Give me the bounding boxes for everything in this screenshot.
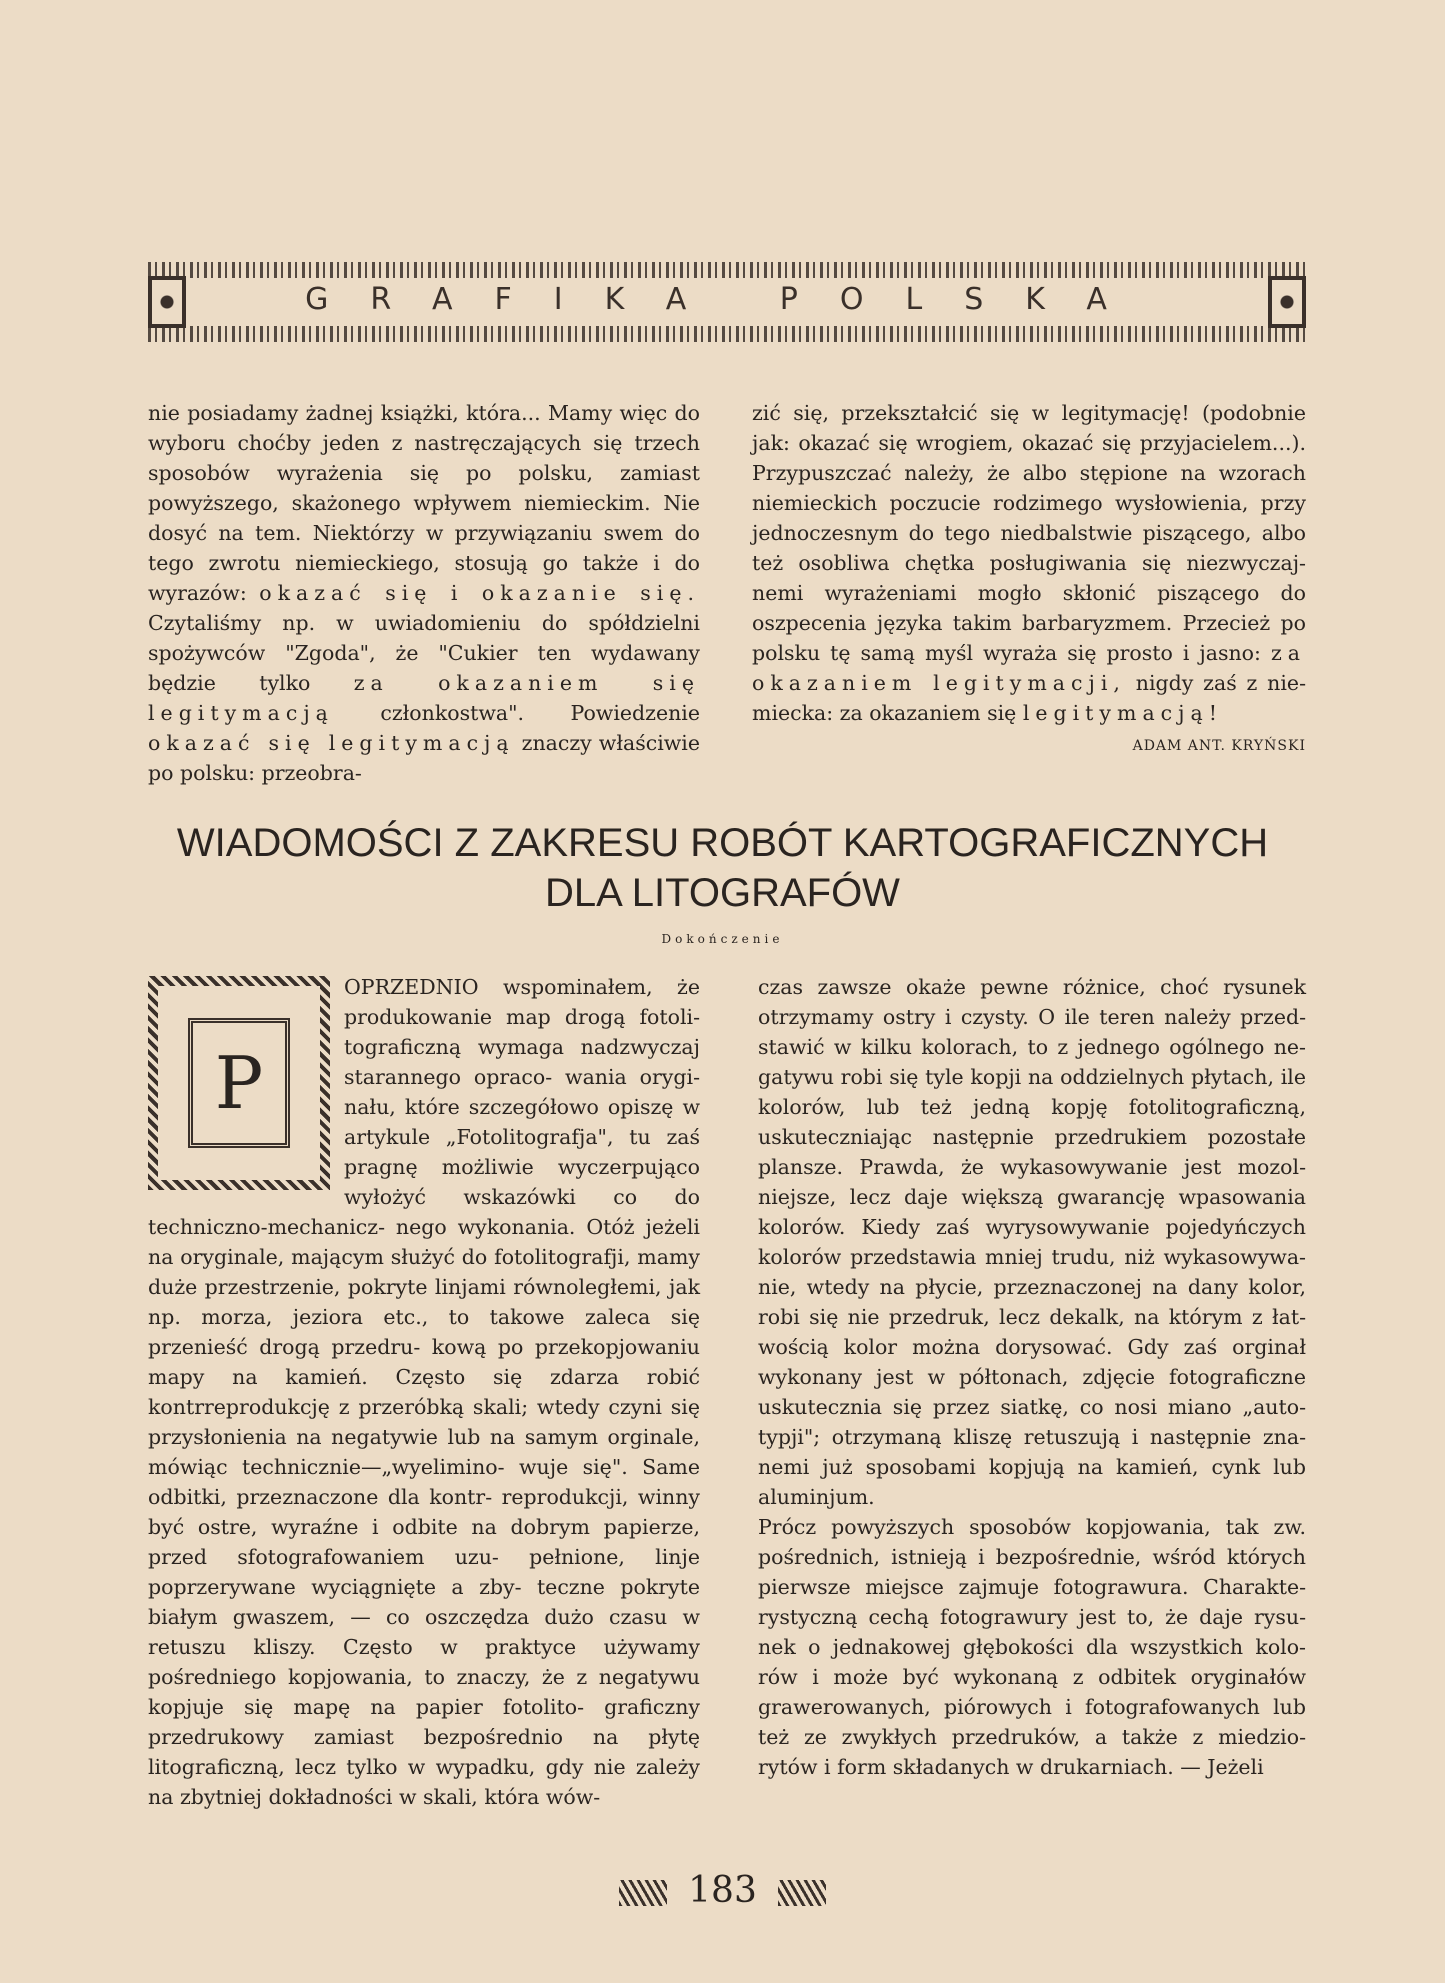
article-title-line-1: WIADOMOŚCI Z ZAKRESU ROBÓT KARTOGRAFICZNYCH [176,821,1269,865]
prev-article-column-2 [752,398,1306,728]
paragraph-text: nie posiadamy żadnej książki, która... Mamy więc do wyboru choćby jeden z nastręczających się trzech sposobów wyrażenia się po polsku, zamiast powyższego, skażonego wpływem niemieckim. [148,401,700,515]
emphasized-phrase: okazać się i okazanie się. [259,581,700,605]
article-title [100,818,1345,918]
paragraph-text: Nie dosyć na tem. Niektórzy w przywiązaniu swem do tego zwrotu niemieckiego, stosują go także i do wyrazów: [148,491,700,605]
article-column-2 [758,972,1306,1782]
paragraph-text: Prócz powyższych sposobów kopjowania, tak zw. pośrednich, istnieją i bezpośrednie, wśród których pierwsze miejsce zajmuje fotograwura. Charakte- rystyczną cechą fotograwury jest to, że daje rysu- nek o jednakowej głębokości dla wszystkich kolo- rów i może być wykonaną z odbitek oryginałów grawerowanych, piórowych i fotografowanych lub też ze zwykłych przedruków, a także z miedzio- rytów i form składanych w drukarniach. — Jeżeli [758,1515,1306,1779]
header-ornament-right-icon [1268,276,1306,328]
prev-article-column-1 [148,398,700,788]
paragraph-text: czas zawsze okaże pewne różnice, choć rysunek otrzymamy ostry i czysty. O ile teren należy przed- stawić w kilku kolorach, to z jednego ogólnego ne- gatywu robi się tyle kopji na oddzielnych płytach, ile kolorów, lub też jedną kopję fotolitograficzną, uskuteczniając następnie przedrukiem pozostałe plansze. Prawda, że wykasowywanie jest mozol- niejsze, lecz daje większą gwarancję wpasowania kolorów. Kiedy zaś wyrysowywanie pojedyńczych kolorów przedstawia mniej trudu, niż wykasowywa- nie, wtedy na płycie, przeznaczonej na dany kolor, robi się nie przedruk, lecz dekalk, na którym z łat- wością kolor można dorysować. Gdy zaś orginał wykonany jest w półtonach, zdjęcie fotograficzne uskutecznia się przez siatkę, co nosi miano „auto- typji"; otrzymaną kliszę retuszują i następnie zna- nemi już sposobami kopjują na kamień, cynk lub aluminjum. [758,975,1306,1509]
article-subtitle: Dokończenie [661,932,784,946]
running-header [148,262,1306,342]
header-ornament-top [148,262,1306,278]
dropcap-letter: P [188,1018,290,1148]
decorative-initial [148,976,330,1190]
paragraph-text: znaczy właściwie po polsku: przeobra- [148,731,700,785]
article-title-line-2: DLA LITOGRAFÓW [545,871,900,915]
paragraph-text: Czytaliśmy np. w uwiadomieniu do spółdzielni spożywców "Zgoda", że "Cukier ten wydawany będzie tylko [148,611,700,695]
emphasized-phrase: za okazaniem legitymacji, [752,641,1306,695]
page-number [0,1870,1445,1911]
paragraph-text: zić się, przekształcić się w legitymację! (podobnie jak: okazać się wrogiem, okazać się przyjacielem...). Przypuszczać należy, że albo stępione na wzorach niemieckich poczucie rodzimego wysłowienia, przy jednoczesnym do tego niedbalstwie piszącego, albo też osobliwa chętka posługiwania się niezwyczaj- nemi wyrażeniami mogło skłonić piszącego do oszpecenia języka takim barbaryzmem. Przecież po polsku tę samą myśl wyraża się prosto i jasno: [752,401,1306,665]
paragraph-text: nigdy zaś z nie- miecka: za okazaniem się [752,671,1306,725]
journal-title: GRAFIKA POLSKA [305,282,1149,317]
header-ornament-left-icon [148,276,186,328]
emphasized-phrase: legitymacją! [1022,701,1223,725]
folio-ornament-right-icon [778,1880,826,1906]
folio-ornament-left-icon [619,1880,667,1906]
article-column-1 [148,972,700,1812]
emphasized-phrase: okazać się legitymacją [148,731,515,755]
paragraph-text: członkostwa". Powiedzenie [380,701,700,725]
emphasized-phrase: za okazaniem się legitymacją [148,671,700,725]
author-signature: ADAM ANT. KRYŃSKI [1132,738,1306,754]
paragraph-text: OPRZEDNIO wspominałem, że produkowanie map drogą fotoli- tograficzną wymaga nadzwyczaj starannego opraco- wania orygi- nału, które szczegółowo opiszę w artykule „Fotolitografja", tu zaś pragnę możliwie wyczerpująco wyłożyć wskazówki co do techniczno-mechanicz- nego wykonania. Otóż jeżeli na oryginale, mającym służyć do fotolitografji, mamy duże przestrzenie, pokryte linjami równoległemi, jak np. morza, jeziora etc., to takowe zaleca się przenieść drogą przedru- kową po przekopjowaniu mapy na kamień. Często się zdarza robić kontrreprodukcję z przeróbką skali; wtedy czyni się przysłonienia na negatywie lub na samym orginale, mówiąc technicznie—„wyelimino- wuje się". Same odbitki, przeznaczone dla kontr- reprodukcji, winny być ostre, wyraźne i odbite na dobrym papierze, przed sfotografowaniem uzu- pełnione, linje poprzerywane wyciągnięte a zby- teczne pokryte białym gwaszem, — co oszczędza dużo czasu w retuszu kliszy. Często w praktyce używamy pośredniego kopjowania, to znaczy, że z negatywu kopjuje się mapę na papier fotolito- graficzny przedrukowy zamiast bezpośrednio na płytę litograficzną, lecz tylko w wypadku, gdy nie zależy na zbytniej dokładności w skali, która wów- [148,975,700,1809]
header-ornament-bottom [148,326,1306,342]
page-number-text: 183 [688,1870,757,1911]
